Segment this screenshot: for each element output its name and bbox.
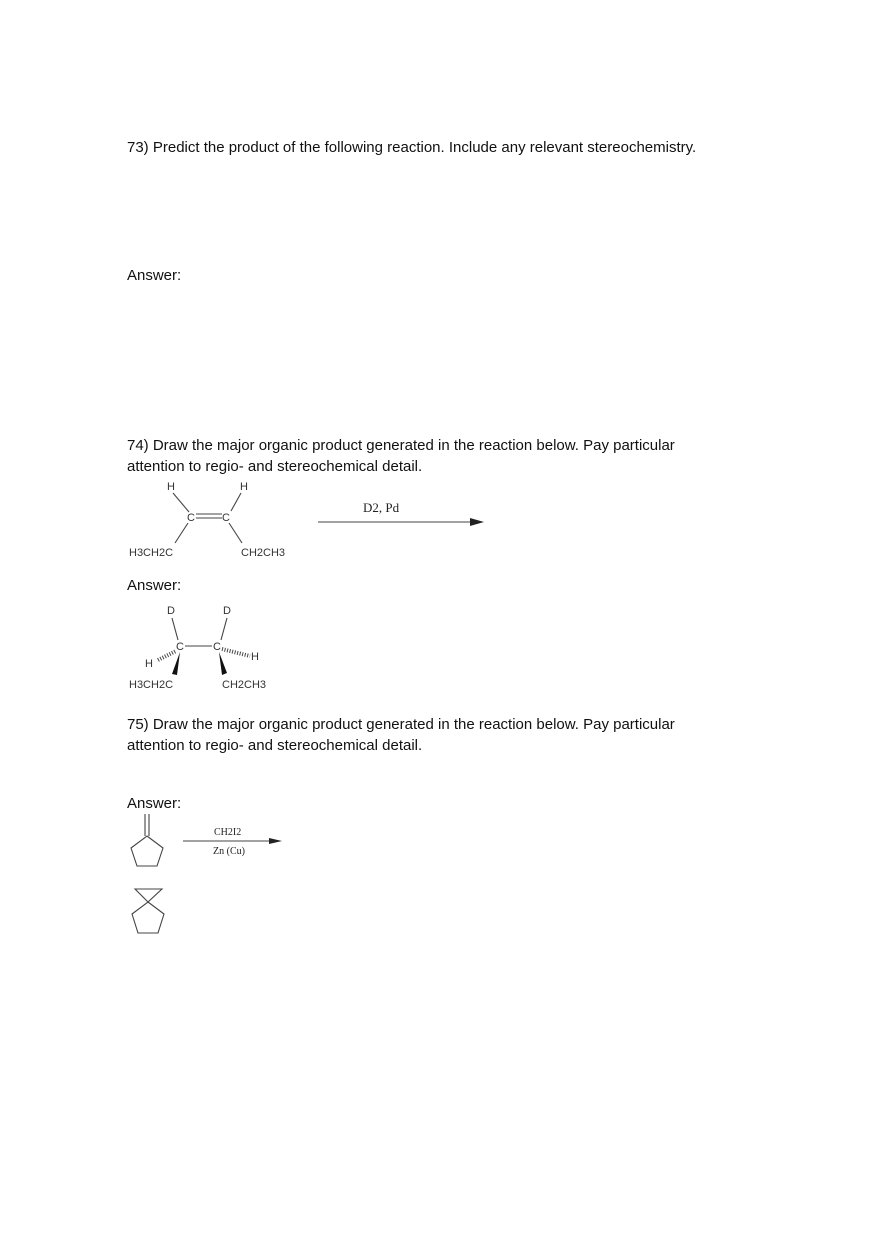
question-73-answer-label: Answer: (127, 267, 182, 284)
group-ethyl-right: CH2CH3 (241, 547, 286, 559)
atom-c: C (176, 641, 184, 653)
question-74-prompt-line2: attention to regio- and stereochemical detail. (127, 458, 423, 475)
question-74-answer-label: Answer: (127, 577, 182, 594)
atom-h: H (145, 658, 153, 670)
atom-h: H (251, 651, 259, 663)
question-74-prompt-line1: 74) Draw the major organic product generated in the reaction below. Pay particular (127, 437, 675, 454)
group-ethyl-right: CH2CH3 (222, 679, 267, 691)
question-75-prompt-line1: 75) Draw the major organic product generated in the reaction below. Pay particular (127, 716, 675, 733)
spiro-product-structure (132, 889, 164, 933)
atom-c: C (213, 641, 221, 653)
reagent-label: D2, Pd (363, 500, 400, 515)
atom-h: H (167, 481, 175, 493)
group-ethyl-left: H3CH2C (129, 547, 174, 559)
question-75-prompt-line2: attention to regio- and stereochemical detail. (127, 737, 423, 754)
reaction-arrow-74 (318, 500, 484, 526)
reaction-arrow-75 (183, 827, 282, 857)
atom-c: C (187, 512, 195, 524)
product-structure-74 (129, 605, 266, 691)
cis-3-hexene-structure (129, 481, 285, 559)
group-ethyl-left: H3CH2C (129, 679, 174, 691)
methylenecyclopentane-structure (131, 814, 163, 866)
reagent-top-label: CH2I2 (214, 827, 242, 838)
atom-d: D (223, 605, 231, 617)
question-73-prompt: 73) Predict the product of the following reaction. Include any relevant stereochemistry. (127, 139, 697, 156)
atom-h: H (240, 481, 248, 493)
reagent-bottom-label: Zn (Cu) (213, 846, 245, 857)
question-75-answer-label: Answer: (127, 795, 182, 812)
atom-d: D (167, 605, 175, 617)
atom-c: C (222, 512, 230, 524)
